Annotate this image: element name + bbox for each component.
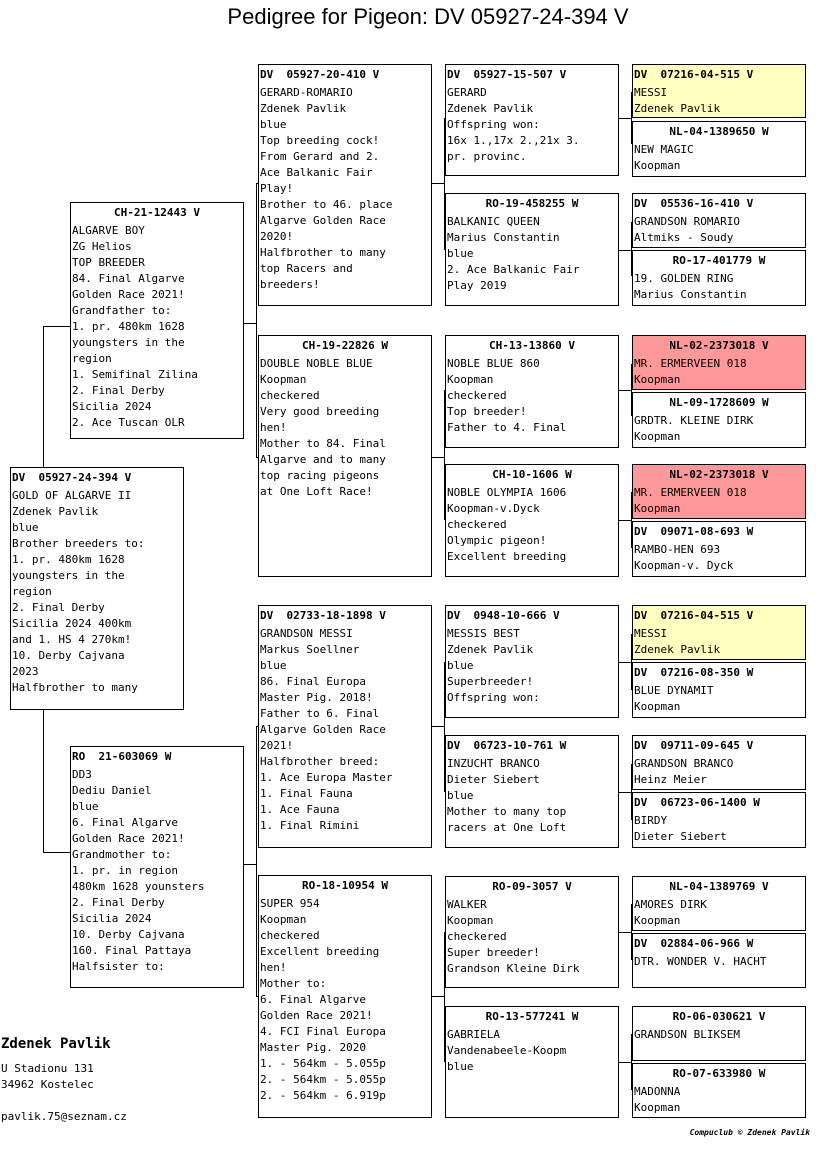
detail-line: 6. Final Algarve: [72, 816, 178, 829]
pigeon-card-g4: [632, 250, 806, 306]
detail-line: Play!: [260, 182, 294, 195]
connector: [256, 726, 257, 996]
pigeon-card-mm: [258, 875, 432, 1118]
pigeon-card-mmf: [445, 876, 619, 988]
detail-line: Excellent breeding: [260, 945, 380, 958]
detail-line: Dediu Daniel: [72, 784, 152, 797]
detail-line: ALGARVE BOY: [72, 224, 145, 237]
detail-line: checkered: [260, 929, 320, 942]
detail-line: 480km 1628 younsters: [72, 880, 205, 893]
detail-line: Mother to many top: [447, 805, 567, 818]
pigeon-details: [634, 683, 804, 715]
pigeon-details: [634, 954, 804, 970]
detail-line: Koopman: [634, 373, 681, 386]
pigeon-details: [634, 485, 804, 517]
pigeon-details: [447, 485, 617, 565]
pigeon-details: [12, 488, 182, 696]
pigeon-details: [634, 214, 804, 246]
detail-line: Ace Balkanic Fair: [260, 166, 373, 179]
detail-line: blue: [447, 247, 474, 260]
detail-line: Top breeder!: [447, 405, 527, 418]
detail-line: MR. ERMERVEEN 018: [634, 357, 747, 370]
detail-line: MADONNA: [634, 1085, 681, 1098]
detail-line: Grandfather to:: [72, 304, 172, 317]
ring-number: NL-02-2373018 V: [669, 339, 769, 352]
detail-line: Algarve Golden Race: [260, 214, 386, 227]
detail-line: Golden Race 2021!: [260, 1009, 373, 1022]
pigeon-details: [72, 223, 242, 431]
detail-line: Father to 4. Final: [447, 421, 567, 434]
detail-line: Excellent breeding: [447, 550, 567, 563]
detail-line: DOUBLE NOBLE BLUE: [260, 357, 373, 370]
detail-line: 160. Final Pattaya: [72, 944, 192, 957]
connector: [243, 864, 256, 865]
ring-number: CH-10-1606 W: [492, 468, 572, 481]
detail-line: Koopman-v. Dyck: [634, 559, 734, 572]
pigeon-details: [260, 626, 430, 834]
pigeon-card-g8: [632, 521, 806, 577]
detail-line: RAMBO-HEN 693: [634, 543, 721, 556]
pigeon-card-fmf: [445, 335, 619, 448]
detail-line: GRANDSON BRANCO: [634, 757, 734, 770]
pigeon-details: [634, 85, 804, 117]
pigeon-details: [447, 85, 617, 165]
ring-number: RO-18-10954 W: [301, 879, 389, 892]
detail-line: and 1. HS 4 270km!: [12, 633, 132, 646]
detail-line: 86. Final Europa: [260, 675, 366, 688]
detail-line: Halfsister to:: [72, 960, 165, 973]
pigeon-card-g11: [632, 735, 806, 790]
detail-line: NEW MAGIC: [634, 143, 694, 156]
pigeon-details: [72, 767, 242, 975]
pigeon-details: [260, 896, 430, 1104]
detail-line: blue: [447, 789, 474, 802]
detail-line: Zdenek Pavlik: [634, 643, 721, 656]
ring-number: DV 07216-04-515 V: [634, 609, 754, 622]
detail-line: BIRDY: [634, 814, 668, 827]
detail-line: 2021!: [260, 739, 294, 752]
detail-line: INZUCHT BRANCO: [447, 757, 540, 770]
ring-number: DV 05927-15-507 V: [447, 68, 567, 81]
detail-line: GERARD: [447, 86, 487, 99]
detail-line: Play 2019: [447, 279, 507, 292]
detail-line: Halfbrother breed:: [260, 755, 380, 768]
connector: [618, 662, 631, 663]
ring-number: RO-07-633980 W: [672, 1067, 766, 1080]
ring-number: RO-19-458255 W: [485, 197, 579, 210]
ring-number: CH-21-12443 V: [113, 206, 201, 219]
pigeon-details: [447, 214, 617, 294]
detail-line: 10. Derby Cajvana: [72, 928, 185, 941]
detail-line: blue: [72, 800, 99, 813]
ring-number: RO 21-603069 W: [72, 750, 172, 763]
ring-number: DV 09071-08-693 W: [634, 525, 754, 538]
ring-number: DV 05536-16-410 V: [634, 197, 754, 210]
detail-line: NOBLE BLUE 860: [447, 357, 540, 370]
detail-line: checkered: [260, 389, 320, 402]
detail-line: 1. pr. 480km 1628: [72, 320, 185, 333]
detail-line: Dieter Siebert: [634, 830, 727, 843]
connector: [618, 118, 631, 119]
detail-line: Marius Constantin: [634, 288, 747, 301]
detail-line: 4. FCI Final Europa: [260, 1025, 386, 1038]
detail-line: top racing pigeons: [260, 469, 380, 482]
pigeon-card-g2: [632, 121, 806, 177]
pigeon-card-mmm: [445, 1006, 619, 1118]
pigeon-card-fm: [258, 335, 432, 577]
detail-line: SUPER 954: [260, 897, 320, 910]
pigeon-details: [447, 356, 617, 436]
pigeon-card-g10: [632, 662, 806, 718]
detail-line: Zdenek Pavlik: [634, 102, 721, 115]
detail-line: TOP BREEDER: [72, 256, 145, 269]
ring-number: DV 02733-18-1898 V: [260, 609, 386, 622]
detail-line: Koopman: [634, 159, 681, 172]
pigeon-details: [634, 626, 804, 658]
detail-line: Koopman: [260, 373, 307, 386]
detail-line: GOLD OF ALGARVE II: [12, 489, 132, 502]
ring-number: RO-09-3057 V: [492, 880, 572, 893]
detail-line: MR. ERMERVEEN 018: [634, 486, 747, 499]
pigeon-details: [634, 1027, 804, 1043]
owner-email: pavlik.75@seznam.cz: [1, 1110, 127, 1123]
pigeon-details: [634, 356, 804, 388]
detail-line: Super breeder!: [447, 946, 540, 959]
ring-number: RO-06-030621 V: [672, 1010, 766, 1023]
ring-number: DV 06723-06-1400 W: [634, 796, 760, 809]
detail-line: Heinz Meier: [634, 773, 707, 786]
detail-line: Sicilia 2024 400km: [12, 617, 132, 630]
detail-line: 1. Final Fauna: [260, 787, 353, 800]
detail-line: From Gerard and 2.: [260, 150, 380, 163]
detail-line: blue: [447, 1060, 474, 1073]
detail-line: Zdenek Pavlik: [12, 505, 99, 518]
detail-line: 2. Final Derby: [72, 896, 165, 909]
ring-number: CH-13-13860 V: [488, 339, 576, 352]
detail-line: breeders!: [260, 278, 320, 291]
detail-line: Mother to 84. Final: [260, 437, 386, 450]
detail-line: 2023: [12, 665, 39, 678]
detail-line: GRDTR. KLEINE DIRK: [634, 414, 754, 427]
pigeon-card-f: [70, 202, 244, 439]
detail-line: hen!: [260, 961, 287, 974]
detail-line: top Racers and: [260, 262, 353, 275]
pigeon-card-g13: [632, 876, 806, 931]
connector: [618, 1062, 631, 1063]
detail-line: Dieter Siebert: [447, 773, 540, 786]
detail-line: 2. - 564km - 5.055p: [260, 1073, 386, 1086]
connector: [431, 457, 444, 458]
detail-line: Brother to 46. place: [260, 198, 393, 211]
connector: [256, 183, 257, 457]
pigeon-details: [634, 413, 804, 445]
detail-line: Master Pig. 2018!: [260, 691, 373, 704]
owner-address-line-2: 34962 Kostelec: [1, 1078, 94, 1091]
detail-line: Brother breeders to:: [12, 537, 145, 550]
detail-line: 16x 1.,17x 2.,21x 3.: [447, 134, 580, 147]
pigeon-details: [634, 542, 804, 574]
detail-line: Koopman: [260, 913, 307, 926]
pigeon-card-g16: [632, 1063, 806, 1118]
detail-line: 19. GOLDEN RING: [634, 272, 734, 285]
page-title: Pedigree for Pigeon: DV 05927-24-394 V: [227, 4, 629, 29]
detail-line: 84. Final Algarve: [72, 272, 185, 285]
pigeon-card-g9: [632, 605, 806, 660]
detail-line: 2. Final Derby: [12, 601, 105, 614]
detail-line: youngsters in the: [12, 569, 125, 582]
detail-line: Sicilia 2024: [72, 912, 152, 925]
pigeon-details: [447, 897, 617, 977]
pigeon-card-g5: [632, 335, 806, 390]
detail-line: Superbreeder!: [447, 675, 534, 688]
ring-number: NL-09-1728609 W: [669, 396, 769, 409]
pigeon-card-m: [70, 746, 244, 988]
detail-line: 1. Final Rimini: [260, 819, 360, 832]
connector: [43, 709, 44, 852]
connector: [43, 326, 44, 467]
detail-line: blue: [260, 118, 287, 131]
pigeon-card-g3: [632, 193, 806, 248]
pigeon-details: [447, 1027, 617, 1075]
ring-number: DV 06723-10-761 W: [447, 739, 567, 752]
detail-line: hen!: [260, 421, 287, 434]
detail-line: Algarve and to many: [260, 453, 386, 466]
connector: [431, 996, 444, 997]
detail-line: BALKANIC QUEEN: [447, 215, 540, 228]
ring-number: NL-02-2373018 V: [669, 468, 769, 481]
detail-line: pr. provinc.: [447, 150, 527, 163]
ring-number: NL-04-1389650 W: [669, 125, 769, 138]
detail-line: Koopman: [634, 502, 681, 515]
pigeon-details: [634, 897, 804, 929]
ring-number: RO-17-401779 W: [672, 254, 766, 267]
detail-line: GRANDSON ROMARIO: [634, 215, 740, 228]
detail-line: Halfbrother to many: [12, 681, 138, 694]
detail-line: racers at One Loft: [447, 821, 567, 834]
connector: [43, 326, 71, 327]
detail-line: 2020!: [260, 230, 294, 243]
connector: [618, 390, 631, 391]
pigeon-card-ffm: [445, 193, 619, 306]
pigeon-card-mfm: [445, 735, 619, 848]
ring-number: DV 09711-09-645 V: [634, 739, 754, 752]
detail-line: at One Loft Race!: [260, 485, 373, 498]
detail-line: WALKER: [447, 898, 487, 911]
pigeon-card-g12: [632, 792, 806, 848]
connector: [431, 726, 444, 727]
footer-credit: Compuclub © Zdenek Pavlik: [689, 1128, 810, 1137]
pigeon-card-g6: [632, 392, 806, 448]
detail-line: Koopman: [634, 430, 681, 443]
pigeon-card-main: [10, 467, 184, 710]
detail-line: Olympic pigeon!: [447, 534, 547, 547]
ring-number: DV 07216-08-350 W: [634, 666, 754, 679]
detail-line: Koopman: [634, 914, 681, 927]
detail-line: MESSI: [634, 86, 668, 99]
detail-line: 6. Final Algarve: [260, 993, 366, 1006]
detail-line: Golden Race 2021!: [72, 832, 185, 845]
detail-line: AMORES DIRK: [634, 898, 707, 911]
pigeon-details: [634, 813, 804, 845]
detail-line: GRANDSON BLIKSEM: [634, 1028, 740, 1041]
detail-line: NOBLE OLYMPIA 1606: [447, 486, 567, 499]
owner-name: Zdenek Pavlik: [1, 1036, 111, 1052]
detail-line: Koopman: [447, 373, 494, 386]
detail-line: Koopman: [634, 700, 681, 713]
detail-line: checkered: [447, 518, 507, 531]
detail-line: 10. Derby Cajvana: [12, 649, 125, 662]
detail-line: Altmiks - Soudy: [634, 231, 734, 244]
detail-line: 2. Ace Tuscan OLR: [72, 416, 185, 429]
pigeon-card-g15: [632, 1006, 806, 1061]
connector: [618, 250, 631, 251]
detail-line: 2. Ace Balkanic Fair: [447, 263, 580, 276]
detail-line: 2. - 564km - 6.919p: [260, 1089, 386, 1102]
pigeon-details: [634, 142, 804, 174]
pigeon-details: [634, 1084, 804, 1116]
detail-line: Father to 6. Final: [260, 707, 380, 720]
detail-line: Sicilia 2024: [72, 400, 152, 413]
pigeon-details: [260, 85, 430, 293]
detail-line: 1. - 564km - 5.055p: [260, 1057, 386, 1070]
detail-line: BLUE DYNAMIT: [634, 684, 714, 697]
pigeon-card-fff: [445, 64, 619, 176]
detail-line: Grandson Kleine Dirk: [447, 962, 580, 975]
detail-line: Mother to:: [260, 977, 327, 990]
connector: [43, 852, 71, 853]
ring-number: RO-13-577241 W: [485, 1010, 579, 1023]
detail-line: 1. Ace Europa Master: [260, 771, 393, 784]
detail-line: MESSI: [634, 627, 668, 640]
pigeon-card-mf: [258, 605, 432, 848]
detail-line: Vandenabeele-Koopm: [447, 1044, 567, 1057]
detail-line: blue: [447, 659, 474, 672]
connector: [618, 792, 631, 793]
pigeon-details: [634, 271, 804, 303]
ring-number: DV 0948-10-666 V: [447, 609, 560, 622]
detail-line: Golden Race 2021!: [72, 288, 185, 301]
detail-line: Zdenek Pavlik: [447, 643, 534, 656]
detail-line: MESSIS BEST: [447, 627, 520, 640]
pigeon-details: [260, 356, 430, 500]
detail-line: Top breeding cock!: [260, 134, 380, 147]
pigeon-card-ff: [258, 64, 432, 306]
detail-line: Halfbrother to many: [260, 246, 386, 259]
detail-line: region: [72, 352, 112, 365]
pigeon-card-mff: [445, 605, 619, 718]
detail-line: blue: [12, 521, 39, 534]
pigeon-card-g14: [632, 933, 806, 988]
detail-line: Zdenek Pavlik: [447, 102, 534, 115]
detail-line: DD3: [72, 768, 92, 781]
detail-line: 2. Final Derby: [72, 384, 165, 397]
detail-line: 1. Ace Fauna: [260, 803, 340, 816]
detail-line: Koopman-v.Dyck: [447, 502, 540, 515]
connector: [618, 932, 631, 933]
detail-line: ZG Helios: [72, 240, 132, 253]
detail-line: blue: [260, 659, 287, 672]
ring-number: DV 05927-20-410 V: [260, 68, 380, 81]
detail-line: DTR. WONDER V. HACHT: [634, 955, 767, 968]
connector: [431, 183, 444, 184]
detail-line: Very good breeding: [260, 405, 380, 418]
ring-number: DV 07216-04-515 V: [634, 68, 754, 81]
detail-line: Offspring won:: [447, 691, 540, 704]
detail-line: checkered: [447, 389, 507, 402]
detail-line: 1. Semifinal Zilina: [72, 368, 198, 381]
pigeon-card-g7: [632, 464, 806, 519]
detail-line: Marius Constantin: [447, 231, 560, 244]
detail-line: GRANDSON MESSI: [260, 627, 353, 640]
pigeon-details: [447, 626, 617, 706]
connector: [243, 323, 256, 324]
detail-line: Markus Soellner: [260, 643, 360, 656]
pigeon-details: [447, 756, 617, 836]
ring-number: DV 05927-24-394 V: [12, 471, 132, 484]
ring-number: CH-19-22826 W: [301, 339, 389, 352]
detail-line: region: [12, 585, 52, 598]
detail-line: GERARD-ROMARIO: [260, 86, 353, 99]
detail-line: Offspring won:: [447, 118, 540, 131]
connector: [618, 520, 631, 521]
detail-line: 1. pr. in region: [72, 864, 178, 877]
detail-line: Algarve Golden Race: [260, 723, 386, 736]
detail-line: Grandmother to:: [72, 848, 172, 861]
detail-line: Koopman: [447, 914, 494, 927]
ring-number: DV 02884-06-966 W: [634, 937, 754, 950]
pigeon-details: [634, 756, 804, 788]
owner-address-line-1: U Stadionu 131: [1, 1062, 94, 1075]
detail-line: 1. pr. 480km 1628: [12, 553, 125, 566]
detail-line: Zdenek Pavlik: [260, 102, 347, 115]
detail-line: Koopman: [634, 1101, 681, 1114]
detail-line: GABRIELA: [447, 1028, 500, 1041]
detail-line: Master Pig. 2020: [260, 1041, 366, 1054]
detail-line: checkered: [447, 930, 507, 943]
detail-line: youngsters in the: [72, 336, 185, 349]
pigeon-card-fmm: [445, 464, 619, 577]
ring-number: NL-04-1389769 V: [669, 880, 769, 893]
pigeon-card-g1: [632, 64, 806, 118]
